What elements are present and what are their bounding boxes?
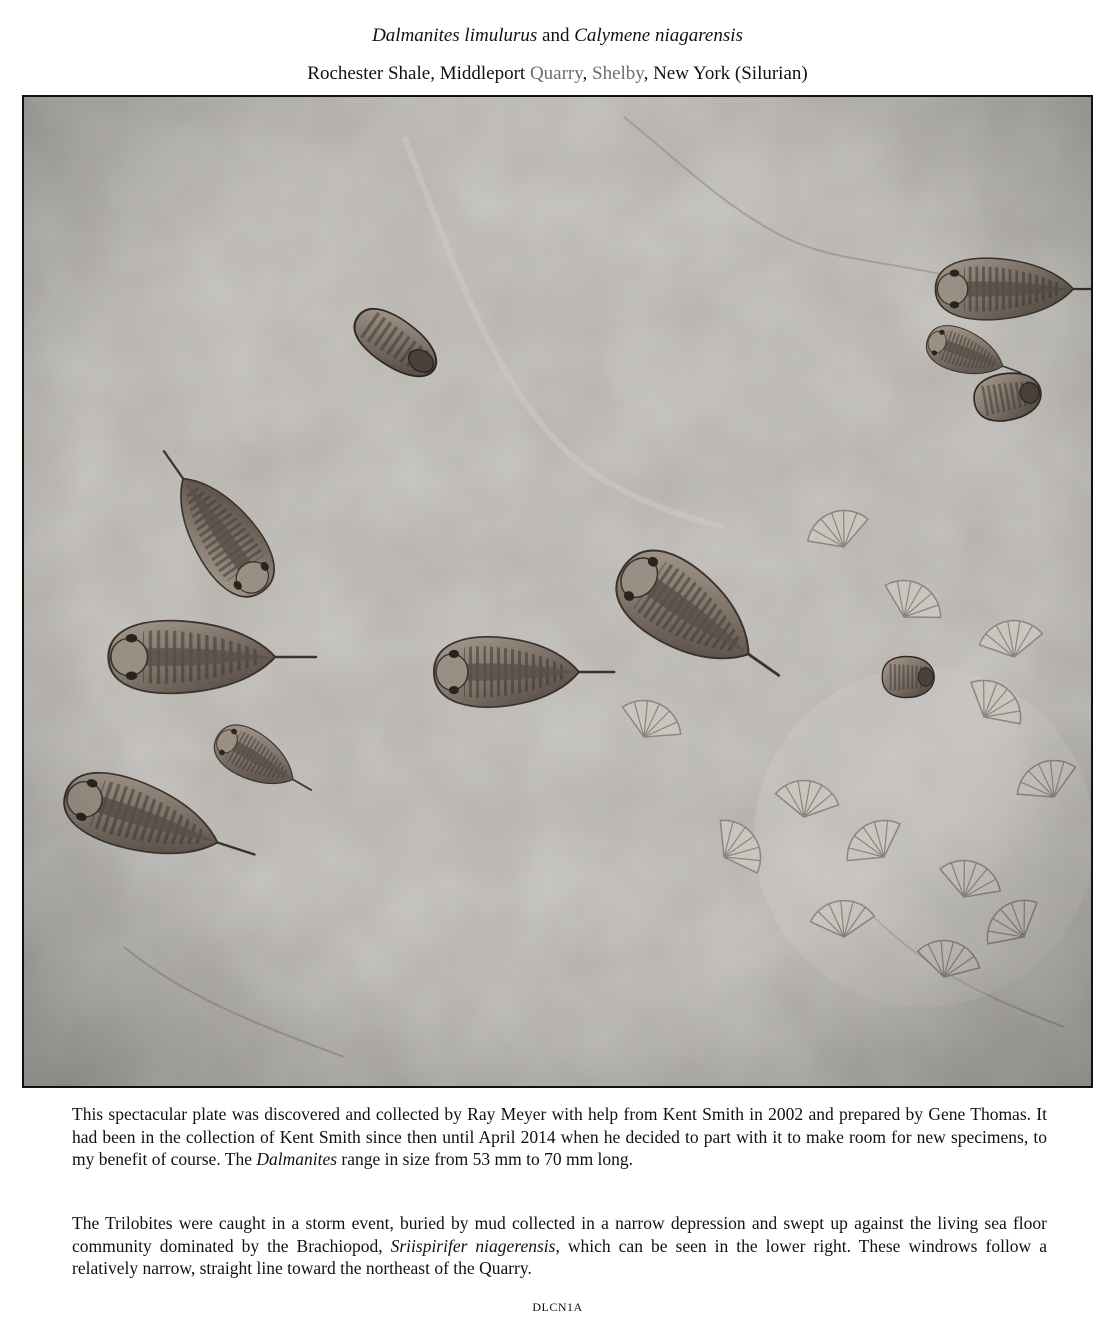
locality-shelby: Shelby <box>592 63 644 84</box>
locality-comma: , <box>582 63 593 84</box>
caption-paragraph-provenance <box>72 1103 1047 1171</box>
species-name-calymene: Calymene niagarensis <box>574 25 743 46</box>
fossil-plate-illustration <box>24 97 1091 1086</box>
catalog-number: DLCN1A <box>532 1300 583 1314</box>
caption-genus-name: Dalmanites <box>256 1149 338 1169</box>
caption-brachiopod-name: Sriispirifer niagerensis <box>390 1235 556 1256</box>
locality-state-period: , New York (Silurian) <box>643 63 808 84</box>
plate-title <box>0 24 1115 48</box>
locality-formation: Rochester Shale, Middleport <box>307 63 530 84</box>
caption-paragraph-taphonomy <box>72 1212 1047 1280</box>
caption-size-range-text: range in size from 53 mm to 70 mm long. <box>337 1149 634 1169</box>
caption-storm-event-text: The Trilobites were caught in a storm event, buried by mud collected in a narrow depression and swept up against the living sea floor community dominated by the Brachiopod, <box>72 1213 1047 1256</box>
title-conjunction: and <box>537 25 575 46</box>
caption-windrow-text: , which can be seen in the lower right. These windrows follow a relatively narrow, straight line toward the northeast of the Quarry. <box>72 1235 1047 1278</box>
caption-provenance-text: This spectacular plate was discovered and collected by Ray Meyer with help from Kent Smith in 2002 and prepared by Gene Thomas. It had been in the collection of Kent Smith since then until April 2014 when he decided to part with it to make room for new specimens, to my benefit of course. The <box>72 1104 1047 1169</box>
fossil-plate-photo <box>22 95 1093 1088</box>
locality-quarry: Quarry <box>529 63 583 84</box>
species-name-dalmanites: Dalmanites limulurus <box>372 25 538 46</box>
locality-line <box>0 62 1115 86</box>
